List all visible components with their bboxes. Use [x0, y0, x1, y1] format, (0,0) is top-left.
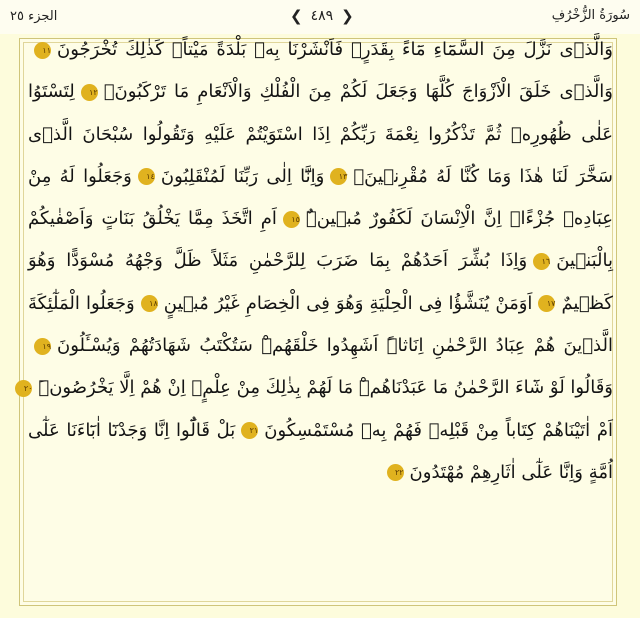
line-text-tail: بَلْ قَالُٓوا اِنَّا وَجَدْنَٓا اٰبَٓاءَنَا عَلٰٓى — [28, 419, 236, 441]
line-text: سَخَّرَ لَنَا هٰذَا وَمَا كُنَّا لَهُ مُقْرِنٖينَۙ — [353, 165, 614, 187]
line-text: الَّذٖينَ هُمْ عِبَادُ الرَّحْمٰنِ اِنَاثاًۜ اَشَهِدُوا خَلْقَهُمْۜ سَتُكْتَبُ شَهَادَتُهُمْ وَيُسْـَٔلُونَ — [57, 335, 613, 357]
line-text-tail: وَجَعَلُوا لَهُ مِنْ — [28, 165, 132, 187]
line-text-tail: اَمِ اتَّخَذَ مِمَّا يَخْلُقُ بَنَاتٍ وَاَصْفٰيكُمْ — [28, 208, 277, 230]
verse-marker-icon: ١٧ — [538, 295, 555, 312]
verse-marker-icon: ١٨ — [141, 295, 158, 312]
page-number: ٤٨٩ — [310, 8, 334, 24]
text-line-11 — [28, 452, 613, 494]
verse-marker-icon: ١٥ — [283, 211, 300, 228]
text-line-8 — [28, 325, 613, 367]
chevron-right-icon[interactable]: ❯ — [341, 7, 354, 25]
verse-marker-icon: ١٣ — [330, 168, 347, 185]
line-text: وَالَّذٖى نَزَّلَ مِنَ السَّمَٓاءِ مَٓاءً بِقَدَرٍۚ فَاَنْشَرْنَا بِهٖ بَلْدَةً مَيْتاًۚ كَذٰلِكَ تُخْرَجُونَ — [57, 39, 613, 60]
text-line-6 — [28, 240, 613, 282]
verse-lines — [23, 29, 614, 494]
verse-marker-icon: ٢١ — [241, 422, 258, 439]
juz-label: الجزء ٢٥ — [10, 9, 58, 24]
text-line-9 — [23, 367, 613, 409]
text-line-3 — [28, 114, 613, 156]
line-text: اَمْ اٰتَيْنَاهُمْ كِتَاباً مِنْ قَبْلِهٖ فَهُمْ بِهٖ مُسْتَمْسِكُونَ — [264, 419, 613, 441]
line-text: عِبَادِهٖ جُزْءًاۜ اِنَّ الْاِنْسَانَ لَكَفُورٌ مُبٖينٌۜ — [305, 208, 613, 230]
text-line-4 — [28, 156, 613, 198]
text-line-2 — [28, 71, 613, 113]
line-text-tail: وَاِنَّٓا اِلٰى رَبِّنَا لَمُنْقَلِبُونَ — [160, 165, 325, 187]
verse-marker-icon: ١٢ — [81, 84, 98, 101]
text-line-10 — [28, 410, 613, 452]
text-line-1 — [28, 29, 613, 71]
verse-marker-icon: ١٩ — [34, 338, 51, 355]
line-text: عَلٰى ظُهُورِهٖ ثُمَّ تَذْكُرُوا نِعْمَةَ رَبِّكُمْ اِذَا اسْتَوَيْتُمْ عَلَيْهِ وَتَقُولُوا سُبْحَانَ الَّذٖى — [28, 123, 613, 145]
verse-marker-icon: ١١ — [34, 42, 51, 59]
text-line-5 — [28, 198, 613, 240]
text-line-7 — [28, 283, 613, 325]
line-text: بِالْبَنٖينَ — [556, 250, 613, 272]
verse-marker-icon: ٢٠ — [15, 380, 32, 397]
line-text: وَقَالُوا لَوْ شَٓاءَ الرَّحْمٰنُ مَا عَبَدْنَاهُمْۜ مَا لَهُمْ بِذٰلِكَ مِنْ عِلْمٍۗ اِنْ هُمْ اِلَّا يَخْرُصُونَۜ — [38, 377, 613, 399]
line-text: وَالَّذٖى خَلَقَ الْاَزْوَاجَ كُلَّهَا وَجَعَلَ لَكُمْ مِنَ الْفُلْكِ وَالْاَنْعَامِ مَا تَرْكَبُونَۙ — [103, 81, 613, 103]
line-text-tail: لِتَسْتَوُا — [28, 81, 75, 103]
line-text-tail: وَجَعَلُوا الْمَلٰٓئِكَةَ — [28, 292, 135, 314]
line-text: اُمَّةٍ وَاِنَّا عَلٰٓى اٰثَارِهِمْ مُهْتَدُونَ — [409, 461, 613, 483]
line-text-tail: اَوَمَنْ يُنَشَّؤُا فِى الْحِلْيَةِ وَهُوَ فِى الْخِصَامِ غَيْرُ مُبٖينٍ — [163, 292, 533, 314]
chevron-left-icon[interactable]: ❮ — [290, 7, 303, 25]
page-navigation — [290, 7, 354, 25]
verse-marker-icon: ١٤ — [138, 168, 155, 185]
line-text: كَظٖيمٌ — [561, 292, 613, 314]
surah-name: سُورَةُ الزُّخْرُفِ — [551, 8, 630, 23]
verse-marker-icon: ١٦ — [533, 253, 550, 270]
verse-marker-icon: ٢٢ — [387, 464, 404, 481]
line-text-tail: وَاِذَا بُشِّرَ اَحَدُهُمْ بِمَا ضَرَبَ لِلرَّحْمٰنِ مَثَلاً ظَلَّ وَجْهُهُ مُسْوَدًّا وَهُوَ — [28, 250, 528, 272]
